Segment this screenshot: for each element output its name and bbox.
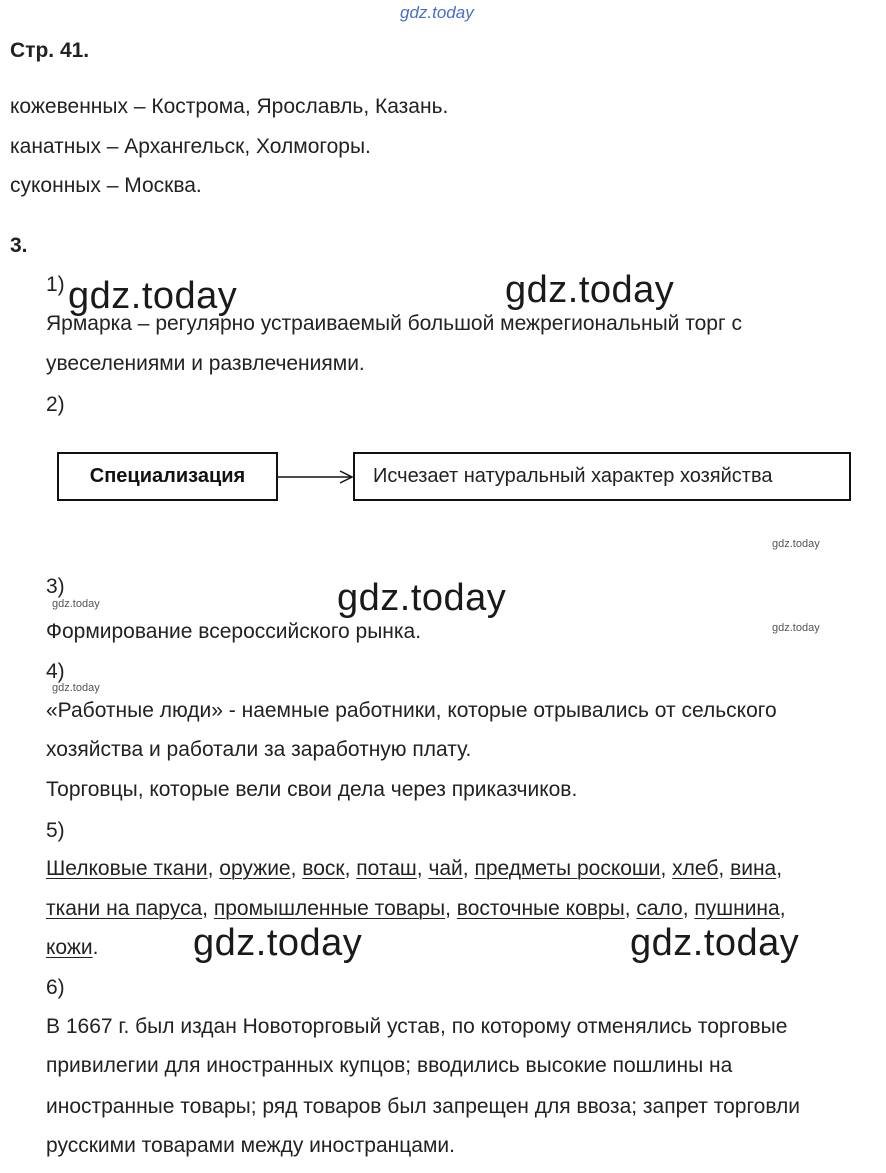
- diagram-box-label: Специализация: [89, 465, 246, 487]
- diagram-arrow-icon: [278, 470, 354, 484]
- goods-item: чай: [428, 857, 463, 880]
- page-title: Стр. 41.: [10, 39, 90, 62]
- diagram-box-specialization: [57, 452, 278, 501]
- watermark-top: gdz.today: [400, 3, 474, 22]
- watermark-big: gdz.today: [68, 275, 238, 317]
- watermark-small: gdz.today: [52, 598, 100, 610]
- goods-separator: ,: [624, 897, 637, 920]
- goods-item: предметы роскоши: [474, 857, 661, 880]
- item-text-6d: русскими товарами между иностранцами.: [46, 1134, 455, 1157]
- goods-separator: ,: [462, 857, 475, 880]
- item-text-6c: иностранные товары; ряд товаров был запрещен для ввоза; запрет торговли: [46, 1095, 800, 1118]
- diagram-box-label: Исчезает натуральный характер хозяйства: [373, 465, 773, 487]
- goods-item: хлеб: [672, 857, 719, 880]
- item-text-6b: привилегии для иностранных купцов; вводились высокие пошлины на: [46, 1054, 733, 1077]
- goods-item: промышленные товары: [213, 897, 446, 920]
- intro-line-1: кожевенных – Кострома, Ярославль, Казань.: [10, 95, 449, 118]
- goods-item: ткани на паруса: [46, 897, 203, 920]
- diagram-box-result: [353, 452, 851, 501]
- goods-separator: ,: [779, 897, 786, 920]
- item-number-5: 5): [46, 819, 65, 842]
- goods-separator: ,: [776, 857, 783, 880]
- goods-item: поташ: [356, 857, 417, 880]
- item-number-3: 3): [46, 575, 65, 598]
- item-number-1: 1): [46, 273, 65, 296]
- goods-separator: ,: [718, 857, 731, 880]
- task-number: 3.: [10, 234, 28, 257]
- goods-separator: ,: [207, 857, 220, 880]
- goods-item: восточные ковры: [456, 897, 625, 920]
- goods-line-2: [46, 896, 786, 922]
- item-text-1b: увеселениями и развлечениями.: [46, 352, 365, 375]
- goods-item: оружие: [219, 857, 291, 880]
- goods-separator: ,: [445, 897, 457, 920]
- watermark-big: gdz.today: [630, 922, 800, 964]
- goods-separator: ,: [344, 857, 357, 880]
- watermark-small: gdz.today: [772, 622, 820, 634]
- watermark-big: gdz.today: [505, 269, 675, 311]
- goods-separator: ,: [416, 857, 429, 880]
- goods-line-3: [46, 935, 99, 961]
- goods-item: Шелковые ткани: [46, 857, 208, 880]
- intro-line-3: суконных – Москва.: [10, 174, 202, 197]
- item-text-6a: В 1667 г. был издан Новоторговый устав, по которому отменялись торговые: [46, 1015, 788, 1038]
- watermark-small: gdz.today: [772, 538, 820, 550]
- item-text-4a: «Работные люди» - наемные работники, которые отрывались от сельского: [46, 699, 777, 722]
- item-text-1a: Ярмарка – регулярно устраиваемый большой межрегиональный торг с: [46, 312, 742, 335]
- goods-separator: ,: [290, 857, 303, 880]
- goods-separator: ,: [202, 897, 214, 920]
- item-text-4c: Торговцы, которые вели свои дела через приказчиков.: [46, 778, 578, 801]
- goods-item: воск: [302, 857, 345, 880]
- goods-line-1: [46, 856, 782, 882]
- item-number-6: 6): [46, 976, 65, 999]
- goods-separator: ,: [682, 897, 695, 920]
- goods-separator: ,: [660, 857, 673, 880]
- goods-separator: .: [92, 936, 99, 959]
- goods-item: пушнина: [694, 897, 780, 920]
- item-text-3: Формирование всероссийского рынка.: [46, 620, 422, 643]
- intro-line-2: канатных – Архангельск, Холмогоры.: [10, 135, 371, 158]
- watermark-small: gdz.today: [52, 682, 100, 694]
- goods-item: кожи: [46, 936, 93, 959]
- item-number-4: 4): [46, 660, 65, 683]
- item-number-2: 2): [46, 393, 65, 416]
- item-text-4b: хозяйства и работали за заработную плату.: [46, 738, 472, 761]
- watermark-big: gdz.today: [193, 922, 363, 964]
- goods-item: сало: [636, 897, 683, 920]
- goods-item: вина: [730, 857, 777, 880]
- watermark-big: gdz.today: [337, 577, 507, 619]
